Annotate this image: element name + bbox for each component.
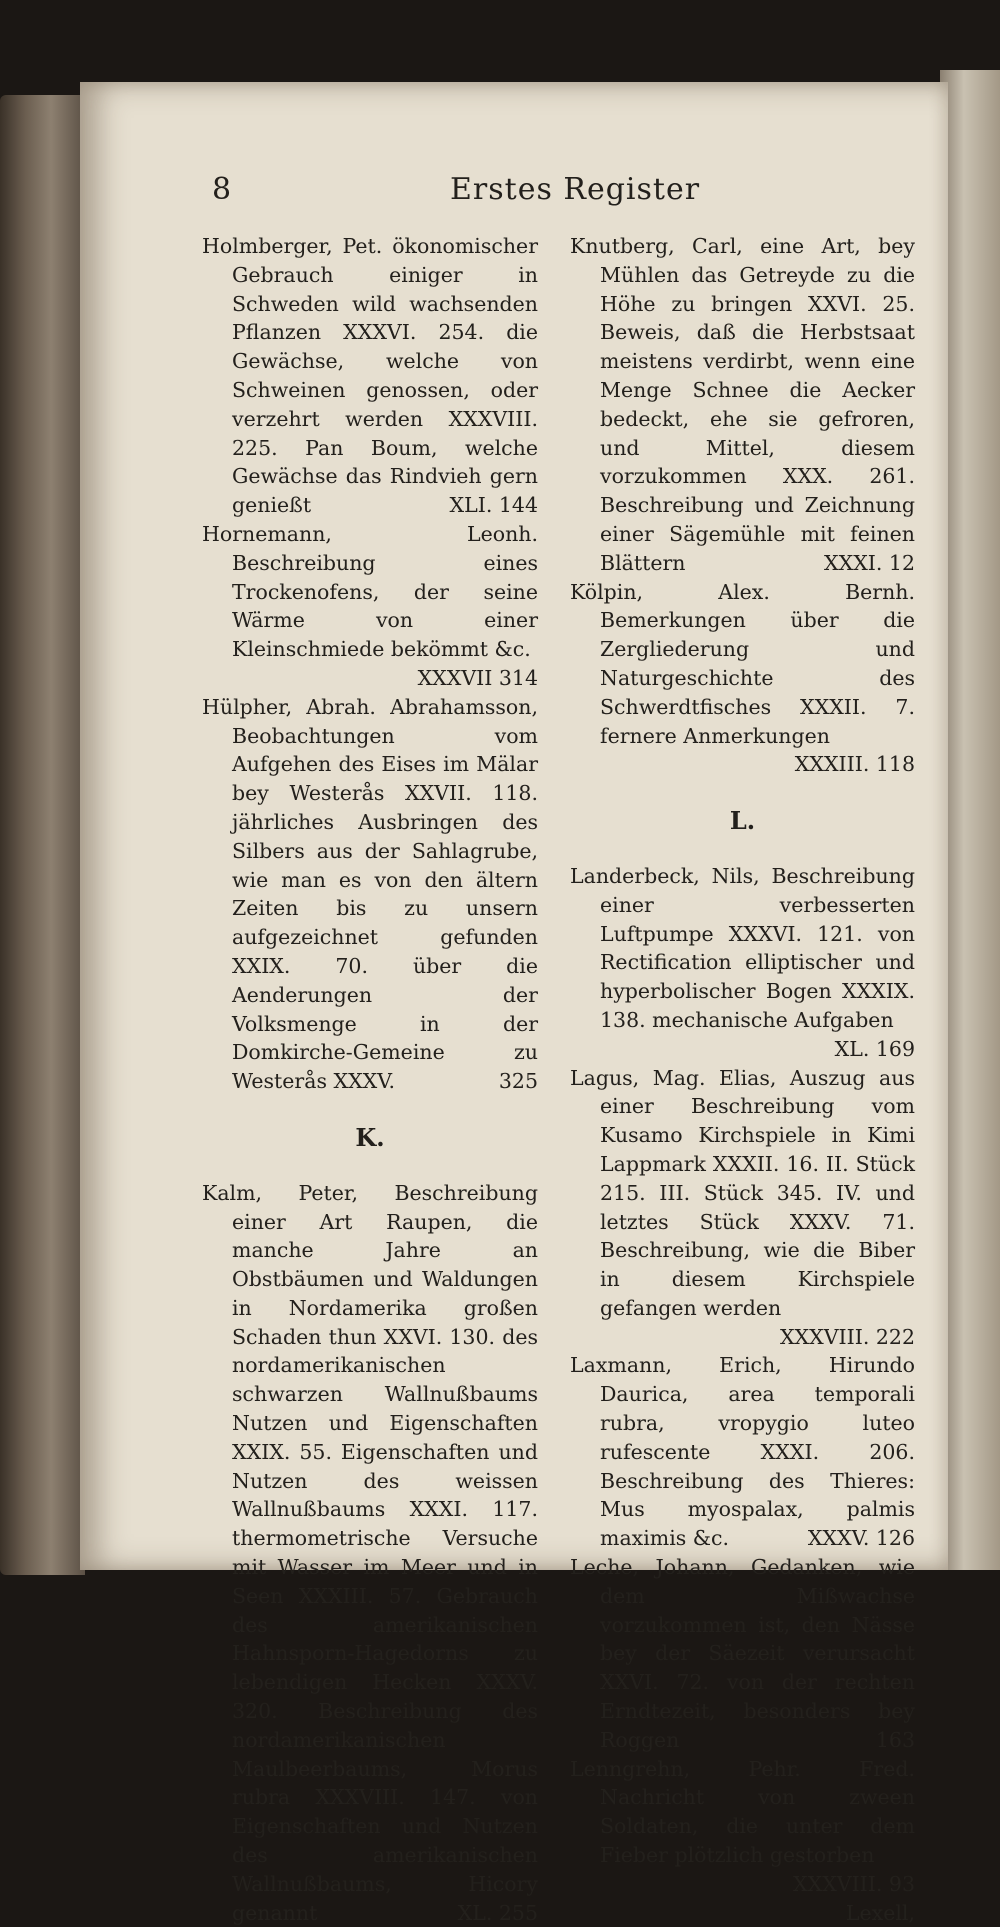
right-column	[570, 232, 915, 1927]
entry-text: Holmberger, Pet. ökonomischer Gebrauch einiger in Schweden wild wachsenden Pflanzen XXXVI. 254. die Gewächse, welche von Schweinen genossen, oder verzehrt werden XXXVIII. 225. Pan Boum, welche Gewächse das Rindvieh gern genießt	[202, 234, 538, 518]
entry-ref: XXXIII. 118	[794, 752, 915, 777]
index-entry-huelpher	[202, 693, 538, 1096]
index-entry-kalm	[202, 1179, 538, 1927]
index-entry-holmberger	[202, 232, 538, 520]
index-entry-hornemann	[202, 520, 538, 693]
entry-ref: XXXVIII. 93	[793, 1871, 915, 1896]
index-entry-knutberg	[570, 232, 915, 578]
entry-ref: 163	[875, 1727, 915, 1752]
book-page	[80, 82, 948, 1925]
entry-text: Kalm, Peter, Beschreibung einer Art Raupen, die manche Jahre an Obstbäumen und Waldungen in Nordamerika großen Schaden thun XXVI. 130. des nordamerikanischen schwarzen Wallnußbaums Nutzen und Eigenschaften XXIX. 55. Eigenschaften und Nutzen des weissen Wallnußbaums XXXI. 117. thermometrische Versuche mit Wasser im Meer und in Seen XXXIII. 57. Gebrauch des amerikanischen Hahnsporn-Hagedorns zu lebendigen Hecken XXXV. 320. Beschreibung des nordamerikanischen Maulbeerbaums, Morus rubra XXXVIII. 147. von Eigenschaften und Nutzen des amerikanischen Wallnußbaums, Hicory genannt	[202, 1180, 538, 1925]
entry-ref: XXXI. 12	[824, 550, 915, 575]
running-title: Erstes Register	[450, 172, 701, 207]
index-entry-landerbeck	[570, 862, 915, 1064]
entry-text: Hülpher, Abrah. Abrahamsson, Beobachtungen vom Aufgehen des Eises im Mälar bey Westerås XXVII. 118. jährliches Ausbringen des Silbers aus der Sahlagrube, wie man es von den ältern Zeiten bis zu unsern aufgezeichnet gefunden XXIX. 70. über die Aenderungen der Volksmenge in der Domkirche-Gemeine zu Westerås XXXV.	[202, 694, 538, 1094]
entry-text: Hornemann, Leonh. Beschreibung eines Trockenofens, der seine Wärme von einer Kleinschmiede bekömmt &c.	[202, 521, 538, 662]
section-letter-l: L.	[729, 806, 756, 836]
left-column	[202, 232, 538, 1927]
entry-text: Kölpin, Alex. Bernh. Bemerkungen über die Zergliederung und Naturgeschichte des Schwerdtfisches XXXII. 7. fernere Anmerkungen	[570, 579, 915, 748]
index-entry-koelpin	[570, 578, 915, 780]
book-edge-left	[0, 95, 85, 1575]
book-edge-right	[940, 70, 1000, 1570]
entry-ref: 325	[498, 1069, 538, 1094]
entry-ref: XLI. 144	[449, 493, 538, 518]
entry-text: Lagus, Mag. Elias, Auszug aus einer Beschreibung vom Kusamo Kirchspiele in Kimi Lappmark XXXII. 16. II. Stück 215. III. Stück 345. IV. und letztes Stück XXXV. 71. Beschreibung, wie die Biber in diesem Kirchspiele gefangen werden	[570, 1065, 915, 1320]
entry-text: Leche, Johann, Gedanken, wie dem Mißwachse vorzukommen ist, den Nässe bey der Säezeit verursacht XXVI. 72. von der rechten Erndtezeit, besonders bey Roggen	[570, 1555, 915, 1752]
entry-ref: XXXVIII. 222	[779, 1324, 915, 1349]
catchword	[570, 1899, 915, 1927]
page-number: 8	[212, 172, 232, 207]
entry-ref: XL. 169	[834, 1036, 915, 1061]
page-header	[80, 172, 948, 222]
section-letter-k: K.	[355, 1122, 385, 1152]
catchword-text: Lexell,	[845, 1900, 915, 1925]
entry-ref: XL. 255	[457, 1900, 538, 1925]
entry-text: Landerbeck, Nils, Beschreibung einer verbesserten Luftpumpe XXXVI. 121. von Rectification elliptischer und hyperbolischer Bogen XXXIX. 138. mechanische Aufgaben	[570, 863, 915, 1032]
entry-text: Lenngrehn, Pehr. Fred. Nachricht von zween Soldaten, die unter dem Fieber plötzlich gestorben	[570, 1756, 915, 1868]
index-entry-lenngrehn	[570, 1755, 915, 1899]
entry-ref: XXXV. 126	[807, 1526, 915, 1551]
index-entry-lagus	[570, 1064, 915, 1352]
index-entry-laxmann	[570, 1351, 915, 1553]
entry-text: Knutberg, Carl, eine Art, bey Mühlen das Getreyde zu die Höhe zu bringen XXVI. 25. Beweis, daß die Herbstsaat meistens verdirbt, wenn eine Menge Schnee die Aecker bedeckt, ehe sie gefroren, und Mittel, diesem vorzukommen XXX. 261. Beschreibung und Zeichnung einer Sägemühle mit feinen Blättern	[570, 234, 915, 575]
entry-ref: XXXVII 314	[417, 665, 538, 690]
index-entry-leche	[570, 1553, 915, 1755]
entry-text: Laxmann, Erich, Hirundo Daurica, area temporali rubra, vropygio luteo rufescente XXXI. 206. Beschreibung des Thieres: Mus myospalax, palmis maximis &c.	[570, 1353, 915, 1551]
